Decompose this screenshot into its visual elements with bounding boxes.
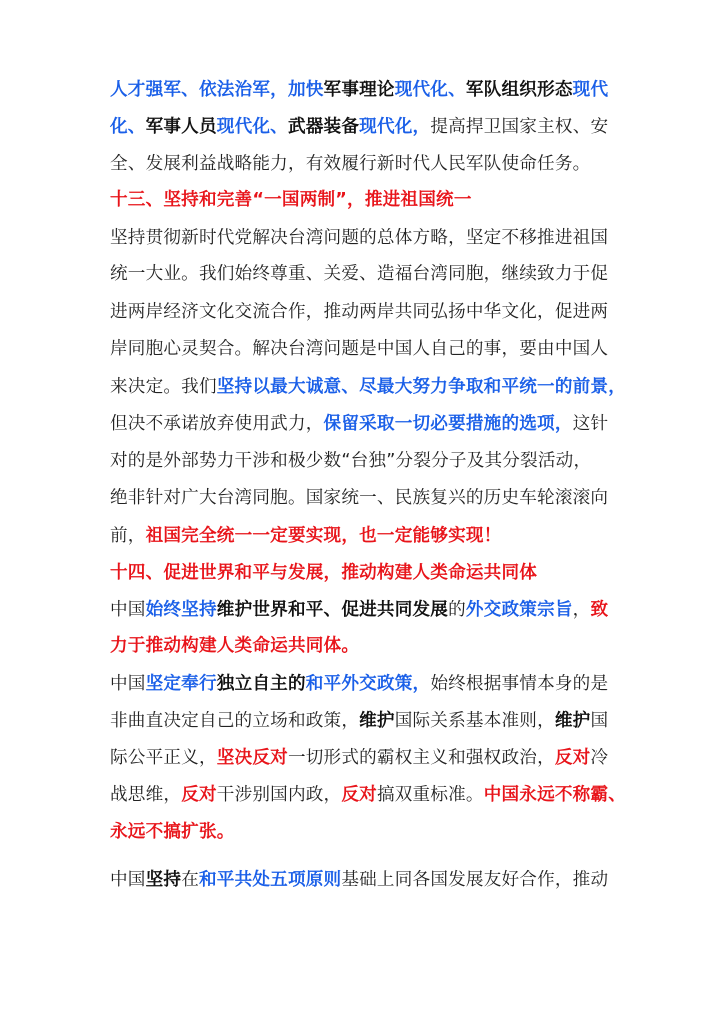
- text-run: 冷: [590, 748, 609, 768]
- text-line: [110, 814, 235, 851]
- emphasis-bk: 维护: [554, 711, 591, 731]
- emphasis-red: 永远不搞扩张。: [110, 822, 235, 842]
- text-run: 全、发展利益战略能力，有效履行新时代人民军队使命任务。: [110, 154, 591, 174]
- emphasis-red: 中国永远不称霸、: [483, 785, 627, 805]
- text-run: 但决不承诺放弃使用武力，: [110, 414, 324, 434]
- text-line: [110, 146, 590, 183]
- text-run: 岸同胞心灵契合。解决台湾问题是中国人自己的事，要由中国人: [110, 339, 609, 359]
- text-run: 搞双重标准。: [376, 785, 484, 805]
- text-run: 坚持贯彻新时代党解决台湾问题的总体方略，坚定不移推进祖国: [110, 228, 609, 248]
- emphasis-bk: 军事人员: [145, 117, 217, 137]
- text-run: 统一大业。我们始终尊重、关爱、造福台湾同胞，继续致力于促: [110, 264, 609, 284]
- text-run: 中国: [110, 600, 146, 620]
- emphasis-red: 反对: [341, 785, 377, 805]
- emphasis-blue: 始终坚持: [145, 600, 217, 620]
- text-run: 进两岸经济文化交流合作，推动两岸共同弘扬中华文化，促进两: [110, 302, 609, 322]
- text-run: 这针: [572, 414, 609, 434]
- text-line: [110, 518, 501, 555]
- text-line: [110, 406, 608, 443]
- text-run: 国际关系基本准则，: [394, 711, 555, 731]
- emphasis-red: 十三、坚持和完善“一国两制”，推进祖国统一: [110, 190, 472, 210]
- text-run: 前，: [110, 526, 146, 546]
- emphasis-blue: 现代化、: [216, 117, 288, 137]
- emphasis-blue: 人才强军、依法治军，加快: [110, 80, 324, 100]
- emphasis-red: 反对: [554, 748, 591, 768]
- text-line: [110, 740, 608, 777]
- text-run: 对的是外部势力干涉和极少数“台独”分裂分子及其分裂活动，: [110, 451, 592, 471]
- emphasis-bk: 军队组织形态: [465, 80, 573, 100]
- text-line: [110, 777, 626, 814]
- text-line: [110, 369, 626, 406]
- text-line: [110, 480, 608, 517]
- emphasis-blue: 现代化，: [359, 117, 431, 137]
- text-line: [110, 628, 359, 665]
- text-run: 基础上同各国发展友好合作，推动: [341, 870, 609, 890]
- text-line: [110, 862, 608, 899]
- text-run: 战思维，: [110, 785, 182, 805]
- emphasis-bk: 维护: [359, 711, 395, 731]
- emphasis-red: 坚决反对: [216, 748, 288, 768]
- text-run: 始终根据事情本身的是: [430, 674, 609, 694]
- emphasis-blue: 和平外交政策，: [305, 674, 431, 694]
- text-run: 绝非针对广大台湾同胞。国家统一、民族复兴的历史车轮滚滚向: [110, 488, 609, 508]
- text-line: [110, 331, 608, 368]
- text-run: 一切形式的霸权主义和强权政治，: [287, 748, 555, 768]
- text-run: 的: [448, 600, 466, 620]
- text-line: [110, 256, 608, 293]
- text-run: 来决定。我们: [110, 377, 217, 397]
- emphasis-bk: 独立自主的: [216, 674, 306, 694]
- text-run: 际公平正义，: [110, 748, 217, 768]
- emphasis-bk: 坚持: [145, 870, 182, 890]
- emphasis-red: 祖国完全统一一定要实现，也一定能够实现！: [145, 526, 502, 546]
- text-run: 中国: [110, 870, 146, 890]
- text-line: [110, 592, 608, 629]
- emphasis-blue: 和平共处五项原则: [198, 870, 342, 890]
- text-run: 国: [590, 711, 609, 731]
- text-run: 中国: [110, 674, 146, 694]
- text-line: [110, 555, 537, 592]
- text-line: [110, 703, 608, 740]
- emphasis-blue: 保留采取一切必要措施的选项，: [323, 414, 573, 434]
- emphasis-blue: 化、: [110, 117, 146, 137]
- emphasis-blue: 现代: [572, 80, 609, 100]
- text-line: [110, 666, 608, 703]
- text-line: [110, 220, 608, 257]
- text-run: 非曲直决定自己的立场和政策，: [110, 711, 360, 731]
- emphasis-blue: 现代化、: [394, 80, 466, 100]
- emphasis-red: 十四、促进世界和平与发展，推动构建人类命运共同体: [110, 563, 538, 583]
- text-run: 干涉别国内政，: [216, 785, 342, 805]
- text-line: [110, 182, 472, 219]
- text-run: ，: [572, 600, 591, 620]
- emphasis-red: 致: [590, 600, 609, 620]
- emphasis-blue: 坚持以最大诚意、尽最大努力争取和平统一的前景，: [216, 377, 627, 397]
- text-run: 提高捍卫国家主权、安: [430, 117, 609, 137]
- emphasis-bk: 军事理论: [323, 80, 395, 100]
- emphasis-red: 力于推动构建人类命运共同体。: [110, 636, 360, 656]
- text-line: [110, 443, 591, 480]
- emphasis-bk: 维护世界和平、促进共同发展: [216, 600, 449, 620]
- text-line: [110, 109, 608, 146]
- emphasis-blue: 坚定奉行: [145, 674, 217, 694]
- emphasis-blue: 外交政策宗旨: [465, 600, 573, 620]
- emphasis-bk: 武器装备: [287, 117, 360, 137]
- text-line: [110, 294, 608, 331]
- emphasis-red: 反对: [181, 785, 217, 805]
- text-line: [110, 72, 608, 109]
- text-run: 在: [181, 870, 199, 890]
